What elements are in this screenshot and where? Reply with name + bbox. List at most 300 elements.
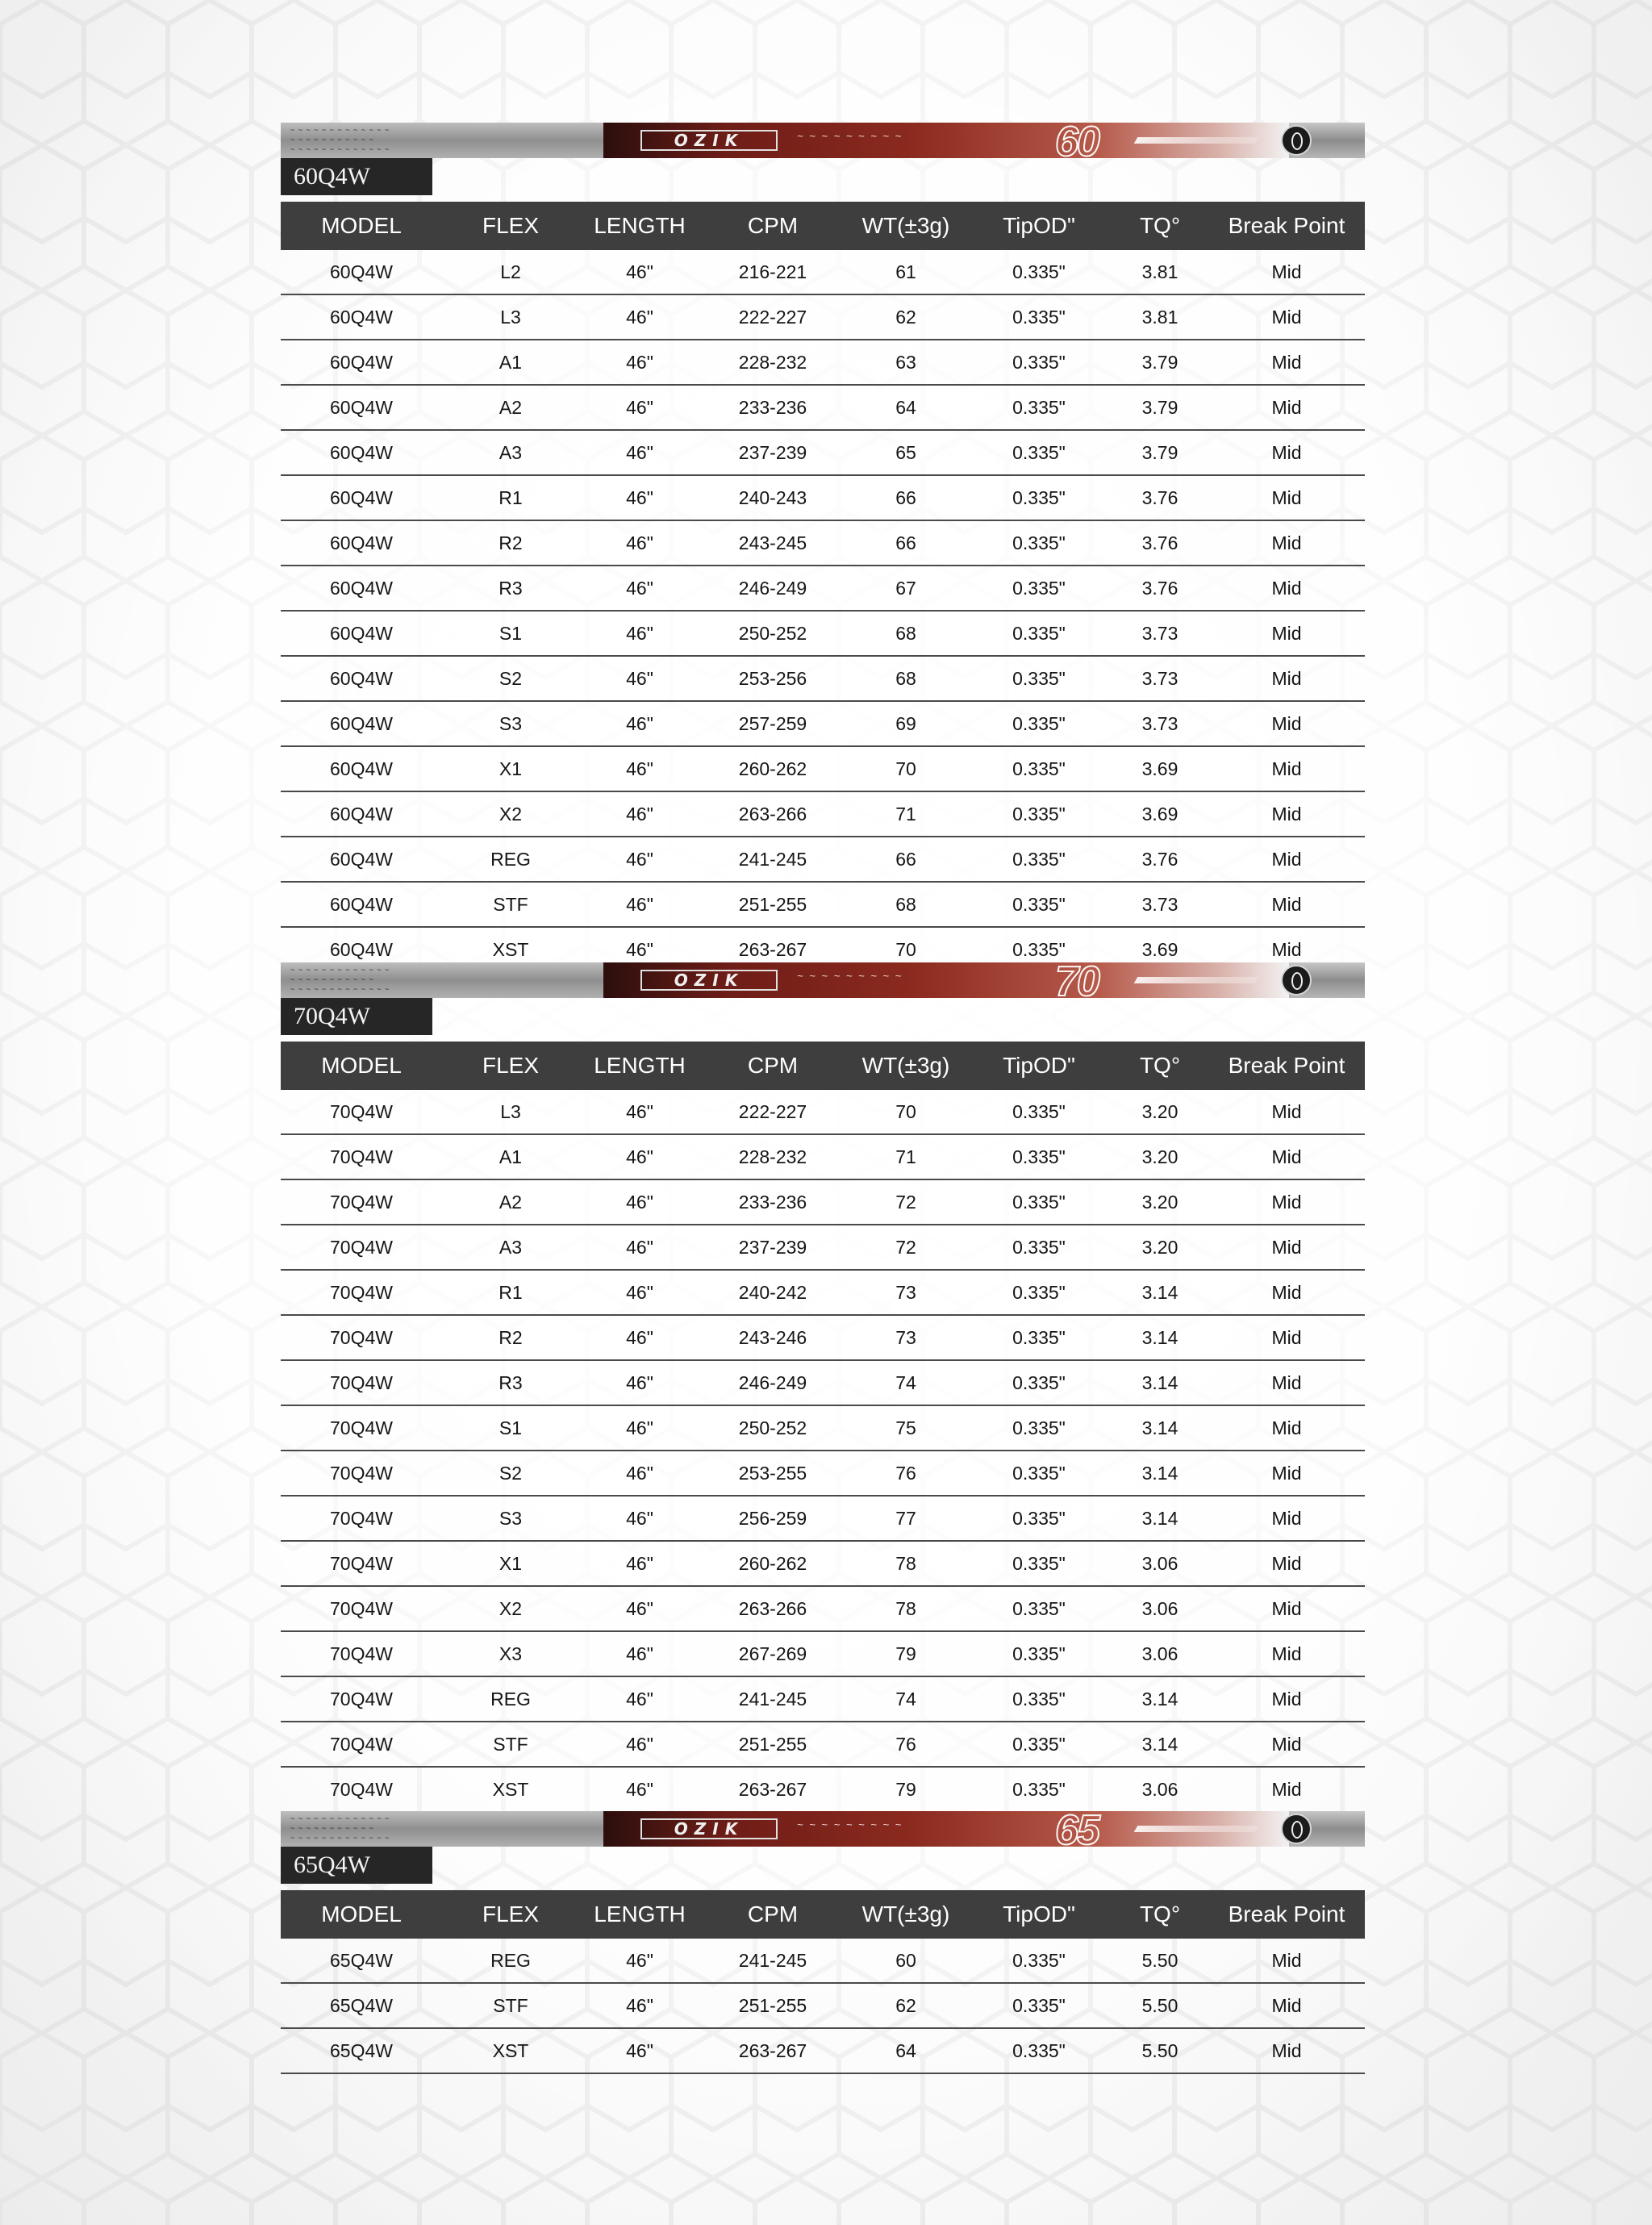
- model-cell: 70Q4W: [330, 1507, 393, 1529]
- flex-cell: REG: [490, 1688, 531, 1709]
- flex-cell: L3: [500, 1100, 521, 1122]
- cpm-cell: 253-256: [738, 667, 807, 689]
- tip-od-cell: 0.335": [1012, 938, 1066, 960]
- break-point-cell: Mid: [1271, 1949, 1302, 1971]
- length-cell: 46": [626, 712, 653, 734]
- flex-cell: S2: [499, 1462, 523, 1484]
- table-body: [281, 250, 1365, 973]
- torque-cell: 3.06: [1141, 1778, 1179, 1800]
- flex-cell: X3: [499, 1643, 523, 1664]
- length-cell: 46": [626, 938, 653, 960]
- break-point-cell: Mid: [1271, 712, 1302, 734]
- cpm-cell: 260-262: [738, 1552, 807, 1574]
- break-point-cell: Mid: [1271, 758, 1302, 779]
- model-cell: 70Q4W: [330, 1191, 393, 1213]
- cpm-cell: 251-255: [738, 1994, 807, 2016]
- break-point-cell: Mid: [1271, 1597, 1302, 1619]
- break-point-cell: Mid: [1271, 622, 1302, 644]
- length-cell: 46": [626, 1191, 653, 1213]
- torque-cell: 3.14: [1141, 1326, 1179, 1348]
- torque-cell: 3.69: [1141, 758, 1179, 779]
- tip-od-cell: 0.335": [1012, 1462, 1066, 1484]
- cpm-cell: 253-255: [738, 1462, 807, 1484]
- tip-od-cell: 0.335": [1012, 1371, 1066, 1393]
- break-point-cell: Mid: [1271, 1733, 1302, 1755]
- weight-cell: 74: [895, 1688, 916, 1709]
- header-cpm: CPM: [747, 1053, 799, 1078]
- table-body: [281, 1090, 1365, 1813]
- flex-cell: S1: [499, 1417, 523, 1438]
- cpm-cell: 233-236: [738, 396, 807, 418]
- shaft-graphic-65: ~ ~ ~ ~ ~ ~ ~ ~ ~ ~ ~ ~ ~ ~ ~ ~ ~ ~ ~ ~ ~ ~ ~ ~ ~ ~ ~ ~ ~ ~ ~ ~ ~ ~ ~ ~ ~ OZIK ~ ~ ~ ~ ~ ~ ~ ~ ~ 65: [281, 1811, 1365, 1847]
- table-row: [281, 1225, 1365, 1271]
- model-cell: 70Q4W: [330, 1326, 393, 1348]
- torque-cell: 3.76: [1141, 848, 1179, 870]
- weight-cell: 79: [895, 1778, 916, 1800]
- torque-cell: 3.73: [1141, 622, 1179, 644]
- cpm-cell: 237-239: [738, 441, 807, 463]
- weight-cell: 65: [895, 441, 916, 463]
- weight-cell: 66: [895, 486, 916, 508]
- model-cell: 70Q4W: [330, 1552, 393, 1574]
- shaft-weight-number: 65: [1055, 1811, 1099, 1847]
- model-cell: 70Q4W: [330, 1688, 393, 1709]
- break-point-cell: Mid: [1271, 938, 1302, 960]
- torque-cell: 3.69: [1141, 803, 1179, 824]
- table-row: [281, 566, 1365, 612]
- weight-cell: 70: [895, 938, 916, 960]
- flex-cell: REG: [490, 848, 531, 870]
- model-cell: 70Q4W: [330, 1371, 393, 1393]
- header-length: LENGTH: [594, 1053, 686, 1078]
- tip-od-cell: 0.335": [1012, 1507, 1066, 1529]
- cpm-cell: 263-267: [738, 938, 807, 960]
- model-cell: 60Q4W: [330, 712, 393, 734]
- header-model: MODEL: [321, 213, 402, 238]
- cpm-cell: 263-267: [738, 1778, 807, 1800]
- torque-cell: 3.14: [1141, 1733, 1179, 1755]
- flex-cell: A2: [499, 396, 523, 418]
- header-torque: TQ°: [1139, 1053, 1181, 1078]
- table-row: [281, 340, 1365, 386]
- weight-cell: 74: [895, 1371, 916, 1393]
- table-row: [281, 1984, 1365, 2029]
- torque-cell: 3.79: [1141, 351, 1179, 373]
- table-row: [281, 431, 1365, 476]
- table-row: [281, 883, 1365, 928]
- weight-cell: 66: [895, 848, 916, 870]
- table-row: [281, 1497, 1365, 1542]
- table-row: [281, 1135, 1365, 1180]
- tip-od-cell: 0.335": [1012, 1778, 1066, 1800]
- weight-cell: 63: [895, 351, 916, 373]
- cpm-cell: 241-245: [738, 1949, 807, 1971]
- table-header: [281, 1042, 1365, 1090]
- length-cell: 46": [626, 667, 653, 689]
- cpm-cell: 233-236: [738, 1191, 807, 1213]
- torque-cell: 5.50: [1141, 1949, 1179, 1971]
- cpm-cell: 216-221: [738, 261, 807, 282]
- section-70q4w: [281, 962, 1365, 1813]
- flex-cell: X2: [499, 803, 523, 824]
- cpm-cell: 222-227: [738, 306, 807, 328]
- header-cpm: CPM: [747, 1901, 799, 1927]
- break-point-cell: Mid: [1271, 441, 1302, 463]
- length-cell: 46": [626, 893, 653, 915]
- tip-od-cell: 0.335": [1012, 712, 1066, 734]
- length-cell: 46": [626, 1597, 653, 1619]
- break-point-cell: Mid: [1271, 261, 1302, 282]
- header-weight: WT(±3g): [861, 213, 950, 238]
- weight-cell: 68: [895, 667, 916, 689]
- cpm-cell: 257-259: [738, 712, 807, 734]
- flex-cell: L3: [500, 306, 521, 328]
- weight-cell: 78: [895, 1597, 916, 1619]
- break-point-cell: Mid: [1271, 1100, 1302, 1122]
- flex-cell: A2: [499, 1191, 523, 1213]
- header-torque: TQ°: [1139, 213, 1181, 238]
- length-cell: 46": [626, 1552, 653, 1574]
- cpm-cell: 263-266: [738, 803, 807, 824]
- length-cell: 46": [626, 1100, 653, 1122]
- torque-cell: 3.73: [1141, 893, 1179, 915]
- table-header: [281, 1890, 1365, 1939]
- weight-cell: 76: [895, 1733, 916, 1755]
- table-row: [281, 386, 1365, 431]
- length-cell: 46": [626, 486, 653, 508]
- cpm-cell: 246-249: [738, 577, 807, 599]
- torque-cell: 3.76: [1141, 532, 1179, 553]
- length-cell: 46": [626, 441, 653, 463]
- torque-cell: 5.50: [1141, 1994, 1179, 2016]
- cpm-cell: 243-245: [738, 532, 807, 553]
- table-row: [281, 792, 1365, 837]
- header-cpm: CPM: [747, 213, 799, 238]
- model-cell: 65Q4W: [330, 1949, 393, 1971]
- length-cell: 46": [626, 577, 653, 599]
- flex-cell: X1: [499, 758, 523, 779]
- tip-od-cell: 0.335": [1012, 1552, 1066, 1574]
- flex-cell: L2: [500, 261, 521, 282]
- tip-od-cell: 0.335": [1012, 261, 1066, 282]
- table-row: [281, 1722, 1365, 1768]
- weight-cell: 62: [895, 1994, 916, 2016]
- weight-cell: 71: [895, 803, 916, 824]
- weight-cell: 64: [895, 2039, 916, 2061]
- brand-logo: OZIK: [640, 130, 778, 151]
- model-cell: 70Q4W: [330, 1417, 393, 1438]
- torque-cell: 3.69: [1141, 938, 1179, 960]
- break-point-cell: Mid: [1271, 1191, 1302, 1213]
- model-cell: 70Q4W: [330, 1733, 393, 1755]
- tip-od-cell: 0.335": [1012, 396, 1066, 418]
- length-cell: 46": [626, 1146, 653, 1167]
- table-row: [281, 1768, 1365, 1813]
- cpm-cell: 267-269: [738, 1643, 807, 1664]
- header-break-point: Break Point: [1228, 213, 1345, 238]
- length-cell: 46": [626, 532, 653, 553]
- tip-od-cell: 0.335": [1012, 577, 1066, 599]
- cpm-cell: 260-262: [738, 758, 807, 779]
- model-cell: 60Q4W: [330, 351, 393, 373]
- table-body: [281, 1939, 1365, 2074]
- flex-cell: X2: [499, 1597, 523, 1619]
- header-torque: TQ°: [1139, 1901, 1181, 1927]
- header-weight: WT(±3g): [861, 1053, 950, 1078]
- tip-od-cell: 0.335": [1012, 667, 1066, 689]
- cpm-cell: 263-267: [738, 2039, 807, 2061]
- break-point-cell: Mid: [1271, 848, 1302, 870]
- table-row: [281, 1632, 1365, 1677]
- break-point-cell: Mid: [1271, 577, 1302, 599]
- shaft-weight-number: 60: [1055, 123, 1099, 158]
- table-row: [281, 1587, 1365, 1632]
- flex-cell: R1: [499, 1281, 523, 1303]
- weight-cell: 77: [895, 1507, 916, 1529]
- tip-od-cell: 0.335": [1012, 1191, 1066, 1213]
- weight-cell: 73: [895, 1281, 916, 1303]
- table-row: [281, 702, 1365, 747]
- model-cell: 70Q4W: [330, 1100, 393, 1122]
- tip-od-cell: 0.335": [1012, 351, 1066, 373]
- break-point-cell: Mid: [1271, 1417, 1302, 1438]
- table-row: [281, 657, 1365, 702]
- length-cell: 46": [626, 1281, 653, 1303]
- tip-od-cell: 0.335": [1012, 1236, 1066, 1258]
- weight-cell: 79: [895, 1643, 916, 1664]
- length-cell: 46": [626, 1643, 653, 1664]
- weight-cell: 78: [895, 1552, 916, 1574]
- break-point-cell: Mid: [1271, 803, 1302, 824]
- table-row: [281, 612, 1365, 657]
- model-cell: 60Q4W: [330, 622, 393, 644]
- torque-cell: 3.14: [1141, 1417, 1179, 1438]
- table-row: [281, 1939, 1365, 1984]
- weight-cell: 70: [895, 758, 916, 779]
- model-cell: 60Q4W: [330, 532, 393, 553]
- header-weight: WT(±3g): [861, 1901, 950, 1927]
- table-row: [281, 1090, 1365, 1135]
- table-row: [281, 521, 1365, 566]
- section-tag: 70Q4W: [281, 998, 432, 1035]
- model-cell: 60Q4W: [330, 803, 393, 824]
- section-65q4w: [281, 1811, 1365, 2074]
- torque-cell: 5.50: [1141, 2039, 1179, 2061]
- model-cell: 65Q4W: [330, 2039, 393, 2061]
- model-cell: 60Q4W: [330, 667, 393, 689]
- flex-cell: R1: [499, 486, 523, 508]
- flex-cell: A1: [499, 1146, 523, 1167]
- length-cell: 46": [626, 1949, 653, 1971]
- model-cell: 70Q4W: [330, 1281, 393, 1303]
- model-cell: 60Q4W: [330, 758, 393, 779]
- weight-cell: 72: [895, 1236, 916, 1258]
- flex-cell: STF: [493, 1994, 528, 2016]
- torque-cell: 3.14: [1141, 1371, 1179, 1393]
- tip-od-cell: 0.335": [1012, 306, 1066, 328]
- weight-cell: 75: [895, 1417, 916, 1438]
- model-cell: 70Q4W: [330, 1462, 393, 1484]
- cpm-cell: 222-227: [738, 1100, 807, 1122]
- model-cell: 60Q4W: [330, 486, 393, 508]
- length-cell: 46": [626, 803, 653, 824]
- length-cell: 46": [626, 261, 653, 282]
- break-point-cell: Mid: [1271, 1281, 1302, 1303]
- torque-cell: 3.73: [1141, 667, 1179, 689]
- table-row: [281, 1361, 1365, 1406]
- length-cell: 46": [626, 396, 653, 418]
- flex-cell: R3: [499, 577, 523, 599]
- length-cell: 46": [626, 1778, 653, 1800]
- weight-cell: 64: [895, 396, 916, 418]
- header-tip-od: TipOD": [1003, 1053, 1075, 1078]
- cpm-cell: 246-249: [738, 1371, 807, 1393]
- break-point-cell: Mid: [1271, 351, 1302, 373]
- break-point-cell: Mid: [1271, 1371, 1302, 1393]
- cpm-cell: 251-255: [738, 893, 807, 915]
- flex-cell: XST: [492, 2039, 529, 2061]
- model-cell: 60Q4W: [330, 848, 393, 870]
- tip-od-cell: 0.335": [1012, 1597, 1066, 1619]
- break-point-cell: Mid: [1271, 1552, 1302, 1574]
- model-cell: 70Q4W: [330, 1778, 393, 1800]
- length-cell: 46": [626, 622, 653, 644]
- weight-cell: 60: [895, 1949, 916, 1971]
- flex-cell: XST: [492, 938, 529, 960]
- shaft-graphic-60: ~ ~ ~ ~ ~ ~ ~ ~ ~ ~ ~ ~ ~ ~ ~ ~ ~ ~ ~ ~ ~ ~ ~ ~ ~ ~ ~ ~ ~ ~ ~ ~ ~ ~ ~ ~ ~ OZIK ~ ~ ~ ~ ~ ~ ~ ~ ~ 60: [281, 123, 1365, 158]
- tip-od-cell: 0.335": [1012, 622, 1066, 644]
- torque-cell: 3.81: [1141, 261, 1179, 282]
- flex-cell: R3: [499, 1371, 523, 1393]
- break-point-cell: Mid: [1271, 1778, 1302, 1800]
- shaft-graphic-70: ~ ~ ~ ~ ~ ~ ~ ~ ~ ~ ~ ~ ~ ~ ~ ~ ~ ~ ~ ~ ~ ~ ~ ~ ~ ~ ~ ~ ~ ~ ~ ~ ~ ~ ~ ~ ~ OZIK ~ ~ ~ ~ ~ ~ ~ ~ ~ 70: [281, 962, 1365, 998]
- length-cell: 46": [626, 1733, 653, 1755]
- length-cell: 46": [626, 1371, 653, 1393]
- weight-cell: 72: [895, 1191, 916, 1213]
- flex-cell: X1: [499, 1552, 523, 1574]
- weight-cell: 71: [895, 1146, 916, 1167]
- tip-od-cell: 0.335": [1012, 1326, 1066, 1348]
- weight-cell: 61: [895, 261, 916, 282]
- table-row: [281, 1451, 1365, 1497]
- tip-od-cell: 0.335": [1012, 1994, 1066, 2016]
- flex-cell: STF: [493, 893, 528, 915]
- tip-od-cell: 0.335": [1012, 1146, 1066, 1167]
- torque-cell: 3.79: [1141, 441, 1179, 463]
- tip-od-cell: 0.335": [1012, 848, 1066, 870]
- cpm-cell: 240-242: [738, 1281, 807, 1303]
- header-length: LENGTH: [594, 213, 686, 238]
- weight-cell: 70: [895, 1100, 916, 1122]
- model-cell: 60Q4W: [330, 261, 393, 282]
- torque-cell: 3.14: [1141, 1281, 1179, 1303]
- break-point-cell: Mid: [1271, 1643, 1302, 1664]
- header-flex: FLEX: [482, 1901, 540, 1927]
- torque-cell: 3.20: [1141, 1100, 1179, 1122]
- weight-cell: 73: [895, 1326, 916, 1348]
- length-cell: 46": [626, 1236, 653, 1258]
- flex-cell: S3: [499, 1507, 523, 1529]
- flex-cell: A1: [499, 351, 523, 373]
- table-row: [281, 295, 1365, 340]
- model-cell: 70Q4W: [330, 1146, 393, 1167]
- cpm-cell: 228-232: [738, 351, 807, 373]
- torque-cell: 3.73: [1141, 712, 1179, 734]
- break-point-cell: Mid: [1271, 396, 1302, 418]
- cpm-cell: 241-245: [738, 848, 807, 870]
- brand-badge-icon: [1281, 1814, 1312, 1844]
- length-cell: 46": [626, 306, 653, 328]
- header-break-point: Break Point: [1228, 1901, 1345, 1927]
- tip-od-cell: 0.335": [1012, 758, 1066, 779]
- flex-cell: S1: [499, 622, 523, 644]
- torque-cell: 3.20: [1141, 1236, 1179, 1258]
- cpm-cell: 241-245: [738, 1688, 807, 1709]
- model-cell: 70Q4W: [330, 1643, 393, 1664]
- break-point-cell: Mid: [1271, 893, 1302, 915]
- break-point-cell: Mid: [1271, 1688, 1302, 1709]
- model-cell: 60Q4W: [330, 306, 393, 328]
- break-point-cell: Mid: [1271, 306, 1302, 328]
- tip-od-cell: 0.335": [1012, 1281, 1066, 1303]
- length-cell: 46": [626, 848, 653, 870]
- header-tip-od: TipOD": [1003, 1901, 1075, 1927]
- table-header: [281, 202, 1365, 250]
- table-row: [281, 1316, 1365, 1361]
- cpm-cell: 250-252: [738, 622, 807, 644]
- tip-od-cell: 0.335": [1012, 1688, 1066, 1709]
- tip-od-cell: 0.335": [1012, 441, 1066, 463]
- model-cell: 60Q4W: [330, 893, 393, 915]
- break-point-cell: Mid: [1271, 1507, 1302, 1529]
- table-row: [281, 1406, 1365, 1451]
- cpm-cell: 228-232: [738, 1146, 807, 1167]
- cpm-cell: 251-255: [738, 1733, 807, 1755]
- weight-cell: 68: [895, 622, 916, 644]
- torque-cell: 3.81: [1141, 306, 1179, 328]
- header-break-point: Break Point: [1228, 1053, 1345, 1078]
- flex-cell: A3: [499, 441, 523, 463]
- model-cell: 60Q4W: [330, 938, 393, 960]
- tip-od-cell: 0.335": [1012, 1643, 1066, 1664]
- length-cell: 46": [626, 1507, 653, 1529]
- flex-cell: S3: [499, 712, 523, 734]
- break-point-cell: Mid: [1271, 1994, 1302, 2016]
- break-point-cell: Mid: [1271, 1462, 1302, 1484]
- table-row: [281, 747, 1365, 792]
- cpm-cell: 263-266: [738, 1597, 807, 1619]
- brand-logo: OZIK: [640, 970, 778, 991]
- cpm-cell: 240-243: [738, 486, 807, 508]
- model-cell: 70Q4W: [330, 1236, 393, 1258]
- flex-cell: STF: [493, 1733, 528, 1755]
- torque-cell: 3.79: [1141, 396, 1179, 418]
- torque-cell: 3.20: [1141, 1191, 1179, 1213]
- flex-cell: A3: [499, 1236, 523, 1258]
- flex-cell: S2: [499, 667, 523, 689]
- section-tag: 60Q4W: [281, 158, 432, 195]
- model-cell: 60Q4W: [330, 396, 393, 418]
- shaft-weight-number: 70: [1055, 962, 1099, 998]
- table-row: [281, 1677, 1365, 1722]
- header-model: MODEL: [321, 1053, 402, 1078]
- torque-cell: 3.14: [1141, 1688, 1179, 1709]
- tip-od-cell: 0.335": [1012, 2039, 1066, 2061]
- brand-logo: OZIK: [640, 1818, 778, 1839]
- torque-cell: 3.76: [1141, 577, 1179, 599]
- torque-cell: 3.06: [1141, 1552, 1179, 1574]
- cpm-cell: 237-239: [738, 1236, 807, 1258]
